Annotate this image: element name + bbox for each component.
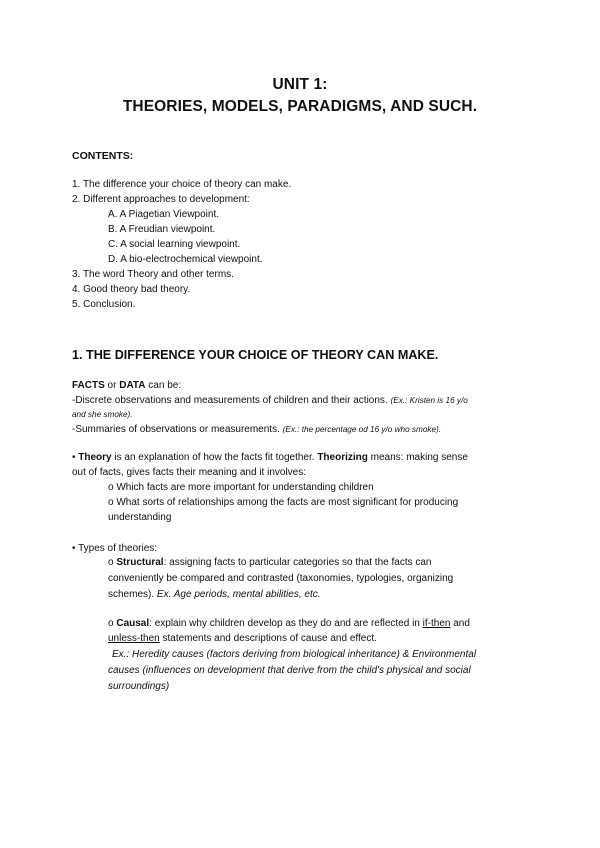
contents-item: 5. Conclusion. — [72, 299, 136, 310]
if-then-term: if-then — [422, 618, 451, 629]
contents-subitem: A. A Piagetian Viewpoint. — [108, 209, 220, 220]
causal-example: causes (influences on development that derive from the child's physical and social — [108, 665, 471, 676]
bullet: • — [72, 452, 79, 463]
contents-subitem: C. A social learning viewpoint. — [108, 239, 241, 250]
theory-definition — [72, 452, 468, 463]
contents-item: 1. The difference your choice of theory can make. — [72, 179, 292, 190]
causal-line — [108, 618, 470, 629]
facts-example: (Ex.: Kristen is 16 y/o — [390, 396, 468, 405]
can-be-text: can be: — [145, 380, 182, 391]
section-heading: 1. THE DIFFERENCE YOUR CHOICE OF THEORY CAN MAKE. — [72, 348, 439, 362]
facts-line-text: -Discrete observations and measurements of children and their actions. — [72, 395, 391, 406]
contents-subitem: B. A Freudian viewpoint. — [108, 224, 216, 235]
unit-subtitle: THEORIES, MODELS, PARADIGMS, AND SUCH. — [122, 98, 478, 115]
causal-example: surroundings) — [108, 681, 170, 692]
causal-text: : explain why children develop as they do and are reflected in — [149, 618, 423, 629]
sub-bullet: o — [108, 618, 117, 629]
structural-example: Ex. Age periods, mental abilities, etc. — [156, 589, 321, 600]
theory-term: Theory — [78, 452, 112, 463]
facts-intro — [72, 380, 181, 391]
causal-term: Causal — [116, 618, 150, 629]
theory-text: is an explanation of how the facts fit together. — [111, 452, 318, 463]
structural-term: Structural — [116, 557, 164, 568]
unit-title: UNIT 1: — [272, 76, 328, 93]
facts-line-text: -Summaries of observations or measurements. — [72, 424, 283, 435]
facts-line — [72, 424, 441, 435]
or-text: or — [104, 380, 120, 391]
contents-subitem: D. A bio-electrochemical viewpoint. — [108, 254, 263, 265]
theory-subpoint-continued: understanding — [108, 512, 172, 523]
structural-line — [108, 589, 321, 600]
data-term: DATA — [119, 380, 146, 391]
theorizing-term: Theorizing — [317, 452, 368, 463]
facts-example: (Ex.: the percentage od 16 y/o who smoke). — [282, 425, 442, 434]
causal-text: statements and descriptions of cause and effect. — [159, 633, 377, 644]
contents-heading: CONTENTS: — [72, 150, 134, 162]
facts-example-continued: and she smoke). — [72, 410, 133, 419]
and-text: and — [450, 618, 470, 629]
causal-line — [108, 633, 377, 644]
structural-line — [108, 557, 432, 568]
theory-subpoint: o Which facts are more important for understanding children — [108, 482, 374, 493]
theory-text: means: making sense — [367, 452, 468, 463]
contents-item: 3. The word Theory and other terms. — [72, 269, 234, 280]
facts-line — [72, 395, 468, 406]
unless-then-term: unless-then — [108, 633, 160, 644]
contents-item: 2. Different approaches to development: — [72, 194, 250, 205]
structural-line: conveniently be compared and contrasted (taxonomies, typologies, organizing — [108, 573, 454, 584]
theory-subpoint: o What sorts of relationships among the facts are most significant for producing — [108, 497, 459, 508]
theory-line: out of facts, gives facts their meaning and it involves: — [72, 467, 307, 478]
sub-bullet: o — [108, 557, 117, 568]
structural-text: schemes). — [108, 589, 157, 600]
contents-item: 4. Good theory bad theory. — [72, 284, 191, 295]
structural-text: : assigning facts to particular categories so that the facts can — [163, 557, 432, 568]
causal-example: Ex.: Heredity causes (factors deriving from biological inheritance) & Environmental — [112, 649, 477, 660]
facts-term: FACTS — [72, 380, 105, 391]
types-heading: • Types of theories: — [72, 543, 158, 554]
